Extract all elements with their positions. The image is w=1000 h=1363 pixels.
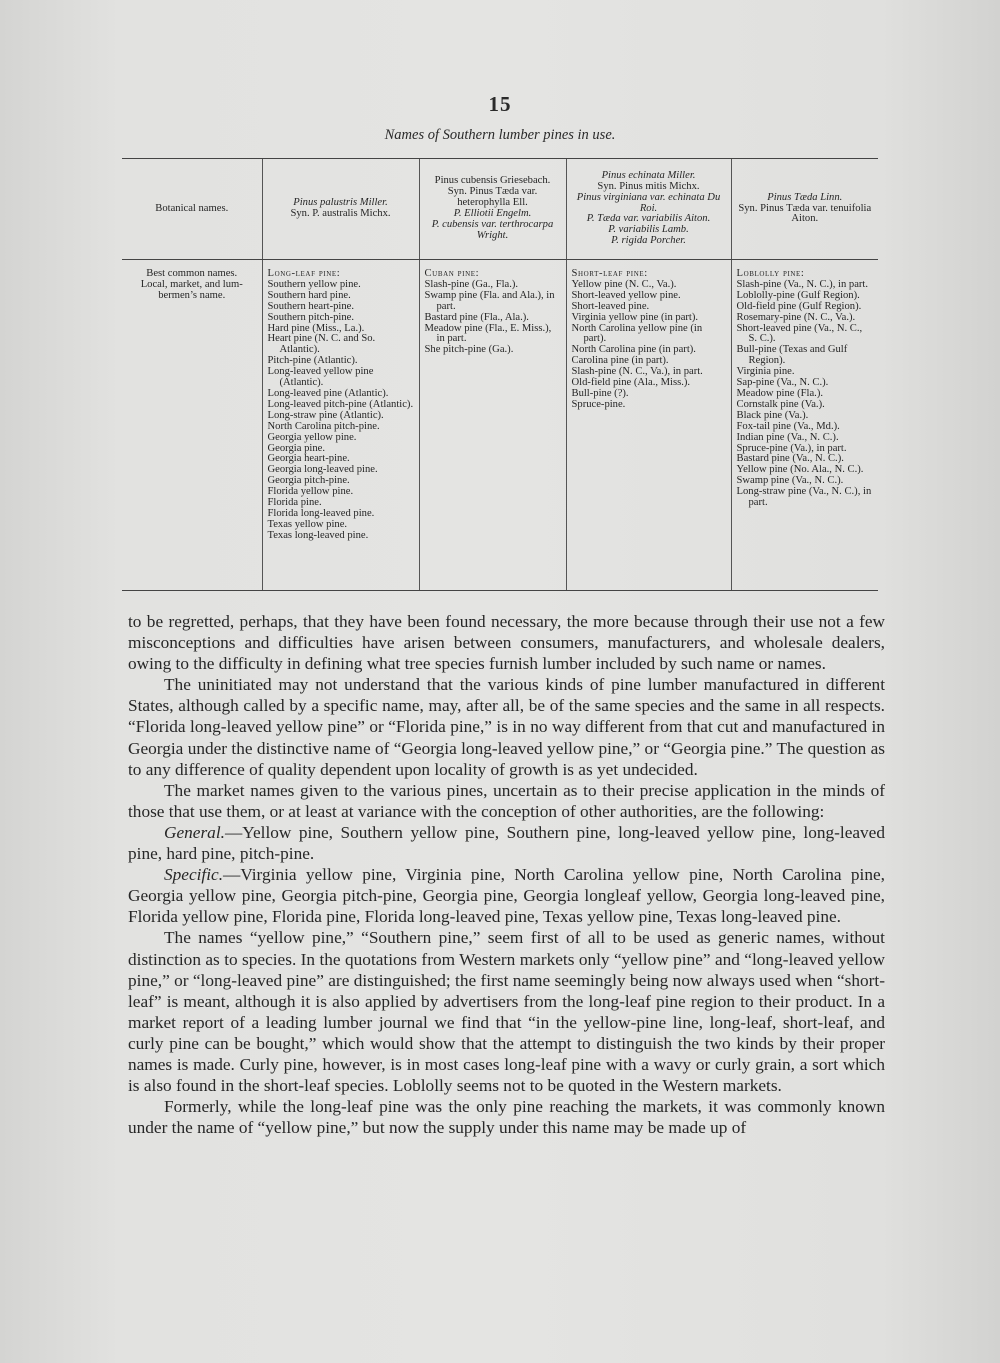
common-name-item: Meadow pine (Fla.). [736,387,823,399]
common-name-item: North Carolina pine (in part). [571,344,696,356]
table-title: Names of Southern lumber pines in use. [384,127,616,143]
common-name-item: Long-leaved pine (Atlantic). [267,387,389,399]
common-name-item: Yellow pine (No. Ala., N. C.). [736,464,864,476]
common-name-item: Bastard pine (Fla., Ala.). [424,311,529,323]
common-name-item: Loblolly-pine (Gulf Region). [736,289,860,301]
common-name-item: North Carolina pitch-pine. [267,420,380,432]
common-name-item: Georgia pine. [267,442,325,454]
common-name-item: Rosemary-pine (N. C., Va.). [736,311,856,323]
common-name-item: Sap-pine (Va., N. C.). [736,377,829,389]
common-cell-longleaf [262,260,419,591]
common-name-item: Bull-pine (Texas and Gulf Region). [736,344,848,367]
common-name-item: Georgia heart-pine. [267,453,350,465]
common-name-item: Long-leaved yellow pine (Atlantic). [267,366,374,389]
common-name-item: Slash-pine (Ga., Fla.). [424,278,519,290]
paragraph: Formerly, while the long-leaf pine was the only pine reaching the markets, it was commonly known under the name of “yellow pine,” but now the supply under this name may be made up of [128,1097,885,1138]
common-name-item: Georgia yellow pine. [267,431,357,443]
common-name-item: Carolina pine (in part). [571,355,669,367]
species-header: Long-leaf pine: [267,268,341,279]
common-name-item: Indian pine (Va., N. C.). [736,431,839,443]
common-name-item: Bastard pine (Va., N. C.). [736,453,844,465]
botanical-cell-cuban: Pinus cubensis Griesebach. Syn. Pinus Tæda var. heterophylla Ell. P. Elliotii Engelm. P. cubensis var. terthrocarpa Wright. [419,159,566,260]
common-name-item: Long-straw pine (Va., N. C.), in part. [736,486,872,509]
common-name-item: Slash-pine (Va., N. C.), in part. [736,278,869,290]
common-name-item: Southern yellow pine. [267,278,361,290]
species-header: Loblolly pine: [736,268,805,279]
common-name-item: She pitch-pine (Ga.). [424,344,514,356]
common-name-item: Florida long-leaved pine. [267,507,375,519]
common-name-item: Bull-pine (?). [571,387,629,399]
common-name-item: North Carolina yellow pine (in part). [571,322,703,345]
common-name-item: Virginia pine. [736,366,795,378]
paragraph: to be regretted, perhaps, that they have been found necessary, the more because through their use not a few misconceptions and difficulties have arisen between consumers, manufacturers, and wholesale dealers, owing to the difficulty in defining what tree species furnish lumber included by such name or names. [128,612,885,674]
pine-names-table [122,158,878,591]
common-name-item: Black pine (Va.). [736,409,809,421]
common-name-item: Florida pine. [267,497,322,509]
general-label: General. [164,822,225,842]
paragraph: The uninitiated may not understand that the various kinds of pine lumber manufactured in different States, although called by a specific name, may, after all, be of the same species and the same in all respects. “Florida long-leaved yellow pine” or “Florida pine,” is in no way different from that cut and manufactured in Georgia under the distinctive name of “Georgia long-leaved yellow pine,” or “Georgia pine.” The question as to any difference of quality dependent upon locality of growth is as yet undecided. [128,675,885,779]
common-name-item: Old-field pine (Ala., Miss.). [571,377,691,389]
botanical-cell-longleaf: Pinus palustris Miller. Syn. P. australis Michx. [262,159,419,260]
paragraph: The market names given to the various pines, uncertain as to their precise application in the minds of those that use them, or at least at variance with the conception of other authorities, are the following: [128,780,885,821]
common-name-item: Short-leaved pine (Va., N. C., S. C.). [736,322,863,345]
common-name-item: Heart pine (N. C. and So. Atlantic). [267,333,376,356]
common-name-item: Pitch-pine (Atlantic). [267,355,358,367]
paragraph-specific: Specific.—Virginia yellow pine, Virginia pine, North Carolina yellow pine, North Carolina pine, Georgia yellow pine, Georgia pitch-pine, Georgia pine, Georgia longleaf yellow, Georgia long-leaved pine, Florida yellow pine, Florida pine, Florida long-leaved pine, Texas yellow pine, Texas long-leaved pine. [128,865,885,927]
body-text [128,611,885,1138]
common-name-item: Long-leaved pitch-pine (Atlantic). [267,398,414,410]
common-name-item: Old-field pine (Gulf Region). [736,300,862,312]
common-name-item: Southern heart-pine. [267,300,354,312]
row-label-botanical: Botanical names. [122,159,262,260]
common-name-item: Georgia pitch-pine. [267,475,350,487]
common-name-item: Yellow pine (N. C., Va.). [571,278,677,290]
common-name-item: Cornstalk pine (Va.). [736,398,825,410]
common-cell-cuban [419,260,566,591]
common-name-item: Slash-pine (N. C., Va.), in part. [571,366,703,378]
common-name-item: Fox-tail pine (Va., Md.). [736,420,840,432]
common-name-item: Virginia yellow pine (in part). [571,311,699,323]
common-name-item: Georgia long-leaved pine. [267,464,378,476]
page-number: 15 [488,92,512,116]
species-header: Cuban pine: [424,268,480,279]
common-cell-shortleaf [566,260,731,591]
common-name-item: Swamp pine (Fla. and Ala.), in part. [424,289,555,312]
common-name-item: Swamp pine (Va., N. C.). [736,475,844,487]
common-name-item: Short-leaved yellow pine. [571,289,681,301]
common-name-item: Hard pine (Miss., La.). [267,322,365,334]
common-name-item: Spruce-pine. [571,398,626,410]
common-name-item: Texas yellow pine. [267,518,348,530]
paragraph: The names “yellow pine,” “Southern pine,” seem first of all to be used as generic names, without distinction as to species. In the quotations from Western markets only “yellow pine” and “long-leaved yellow pine,” or “long-leaved pine” are distinguished; the first name seemingly being now always used when “short-leaf” is meant, although it is also applied by advertisers from the long-leaf pine region to their product. In a market report of a leading lumber journal we find that “in the yellow-pine line, long-leaf, short-leaf, and curly pine can be bought,” which would show that the attempt to distinguish the two kinds by their proper names is made. Curly pine, however, is in most cases long-leaf pine with a wavy or curly grain, a sort which is also found in the short-leaf species. Loblolly seems not to be quoted in the Western markets. [128,928,885,1096]
paragraph-general: General.—Yellow pine, Southern yellow pine, Southern pine, long-leaved yellow pine, long-leaved pine, hard pine, pitch-pine. [128,822,885,864]
common-name-item: Short-leaved pine. [571,300,650,312]
common-name-item: Meadow pine (Fla., E. Miss.), in part. [424,322,552,345]
common-cell-loblolly [731,260,878,591]
common-name-item: Southern hard pine. [267,289,351,301]
common-name-item: Southern pitch-pine. [267,311,354,323]
common-names-row [122,260,878,591]
row-label-common: Best common names. Local, market, and lum- bermen’s name. [122,260,262,591]
specific-label: Specific. [164,865,224,885]
common-name-item: Florida yellow pine. [267,486,354,498]
common-name-item: Long-straw pine (Atlantic). [267,409,384,421]
botanical-row [122,159,878,260]
species-header: Short-leaf pine: [571,268,648,279]
botanical-cell-shortleaf: Pinus echinata Miller. Syn. Pinus mitis Michx. Pinus virginiana var. echinata Du Roi. P. Tæda var. variabilis Aiton. P. variabilis Lamb. P. rigida Porcher. [566,159,731,260]
common-name-item: Texas long-leaved pine. [267,529,369,541]
botanical-cell-loblolly: Pinus Tæda Linn. Syn. Pinus Tæda var. tenuifolia Aiton. [731,159,878,260]
common-name-item: Spruce-pine (Va.), in part. [736,442,847,454]
